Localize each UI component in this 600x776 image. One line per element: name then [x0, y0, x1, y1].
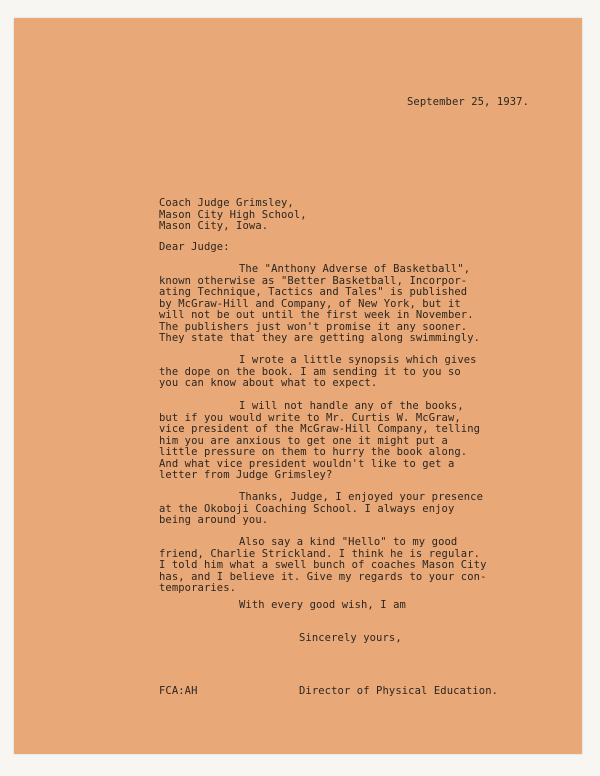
letter-date: September 25, 1937.	[407, 96, 530, 108]
paragraph-line: at the Okoboji Coaching School. I always enjoy	[159, 502, 455, 515]
paragraph-line: ating Technique, Tactics and Tales" is published	[159, 286, 468, 298]
paragraph-1	[159, 264, 480, 345]
paragraph-line: little pressure on them to hurry the book along.	[159, 446, 468, 458]
paragraph-line: I wrote a little synopsis which gives	[239, 354, 477, 366]
paragraph-3	[159, 401, 480, 482]
paragraph-4	[159, 492, 483, 527]
paragraph-line: And what vice president wouldn't like to get a	[159, 457, 455, 470]
paragraph-5	[159, 537, 487, 595]
recipient-line: Mason City, Iowa.	[159, 220, 269, 232]
paragraph-line: letter from Judge Grimsley?	[159, 469, 333, 481]
closing-wish: With every good wish, I am	[239, 599, 406, 611]
paragraph-line: will not be out until the first week in November.	[159, 309, 474, 321]
paragraph-line: I will not handle any of the books,	[239, 400, 464, 412]
paragraph-line: by McGraw-Hill and Company, of New York, but it	[159, 297, 461, 310]
paragraph-line: temporaries.	[159, 582, 237, 594]
paragraph-line: being around you.	[159, 514, 269, 526]
paragraph-line: friend, Charlie Strickland. I think he is regular.	[159, 547, 481, 560]
paragraph-line: Also say a kind "Hello" to my good	[239, 536, 458, 548]
paragraph-line: vice president of the McGraw-Hill Company, telling	[159, 423, 481, 435]
paragraph-line: The "Anthony Adverse of Basketball",	[239, 263, 471, 275]
typist-initials: FCA:AH	[159, 685, 198, 697]
paragraph-line: Thanks, Judge, I enjoyed your presence	[239, 491, 484, 503]
paragraph-line: known otherwise as "Better Basketball, Incorpor-	[159, 274, 468, 287]
paragraph-line: I told him what a swell bunch of coaches Mason City	[159, 559, 487, 571]
valediction: Sincerely yours,	[299, 632, 402, 644]
paragraph-line: The publishers just won't promise it any sooner.	[159, 320, 468, 333]
paragraph-line: but if you would write to Mr. Curtis W. McGraw,	[159, 411, 461, 424]
paragraph-line: you can know about what to expect.	[159, 377, 378, 389]
paragraph-line: They state that they are getting along swimmingly.	[159, 332, 481, 344]
paragraph-2	[159, 355, 477, 390]
recipient-line: Coach Judge Grimsley,	[159, 197, 294, 209]
recipient-line: Mason City High School,	[159, 208, 307, 221]
paragraph-line: him you are anxious to get one it might put a	[159, 434, 448, 447]
recipient-address	[159, 198, 307, 233]
paragraph-line: the dope on the book. I am sending it to you so	[159, 365, 461, 378]
signature-title: Director of Physical Education.	[299, 685, 499, 697]
paragraph-line: has, and I believe it. Give my regards to your con-	[159, 570, 487, 583]
salutation: Dear Judge:	[159, 241, 230, 253]
